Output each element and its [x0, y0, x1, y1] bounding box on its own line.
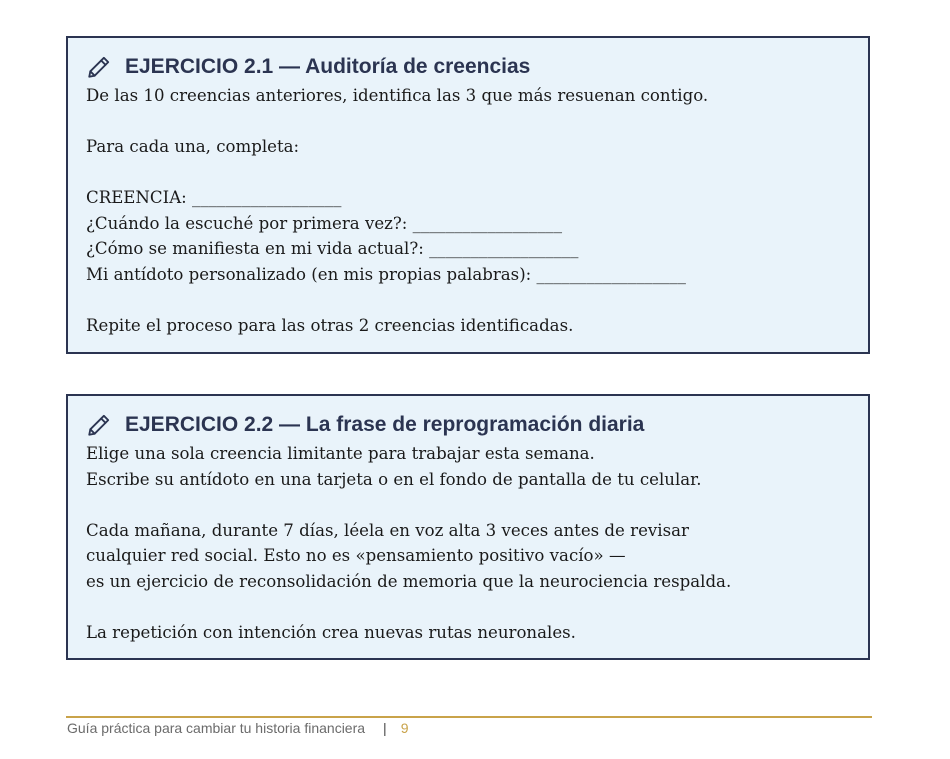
page-number: 9: [400, 720, 409, 736]
footer-title: Guía práctica para cambiar tu historia financiera: [67, 720, 366, 736]
exercise-line: Mi antídoto personalizado (en mis propias palabras): __________________: [86, 264, 686, 284]
exercise-line: Para cada una, completa:: [86, 137, 300, 156]
exercise-line: [86, 492, 850, 518]
exercise-line: cualquier red social. Esto no es «pensamiento positivo vacío» —: [86, 546, 626, 565]
pencil-icon: [86, 412, 112, 438]
exercise-line: [86, 160, 850, 186]
exercise-header: [86, 51, 850, 83]
exercise-line: Cada mañana, durante 7 días, léela en voz alta 3 veces antes de revisar: [86, 520, 689, 540]
exercise-body: [86, 83, 850, 338]
exercise-line: ¿Cuándo la escuché por primera vez?: __________________: [86, 213, 562, 233]
exercise-body: [86, 441, 850, 645]
exercise-box-2-1: [66, 36, 870, 354]
exercise-title: EJERCICIO 2.2 — La frase de reprogramación diaria: [125, 413, 645, 436]
exercise-line: ¿Cómo se manifiesta en mi vida actual?: __________________: [86, 239, 579, 258]
page-footer: [67, 720, 408, 736]
exercise-line: La repetición con intención crea nuevas rutas neuronales.: [86, 622, 576, 642]
footer-divider: [66, 716, 872, 718]
exercise-line: Elige una sola creencia limitante para trabajar esta semana.: [86, 444, 595, 463]
exercise-line: Escribe su antídoto en una tarjeta o en el fondo de pantalla de tu celular.: [86, 469, 702, 489]
exercise-line: CREENCIA: __________________: [86, 188, 342, 207]
exercise-line: [86, 109, 850, 135]
exercise-title: EJERCICIO 2.1 — Auditoría de creencias: [125, 55, 531, 78]
exercise-line: [86, 594, 850, 620]
exercise-header: [86, 409, 850, 441]
exercise-line: es un ejercicio de reconsolidación de memoria que la neurociencia respalda.: [86, 571, 732, 591]
exercise-line: [86, 287, 850, 313]
footer-separator: |: [383, 720, 387, 736]
exercise-line: Repite el proceso para las otras 2 creencias identificadas.: [86, 315, 574, 335]
exercise-line: De las 10 creencias anteriores, identifica las 3 que más resuenan contigo.: [86, 86, 709, 105]
pencil-icon: [86, 54, 112, 80]
exercise-box-2-2: [66, 394, 870, 660]
